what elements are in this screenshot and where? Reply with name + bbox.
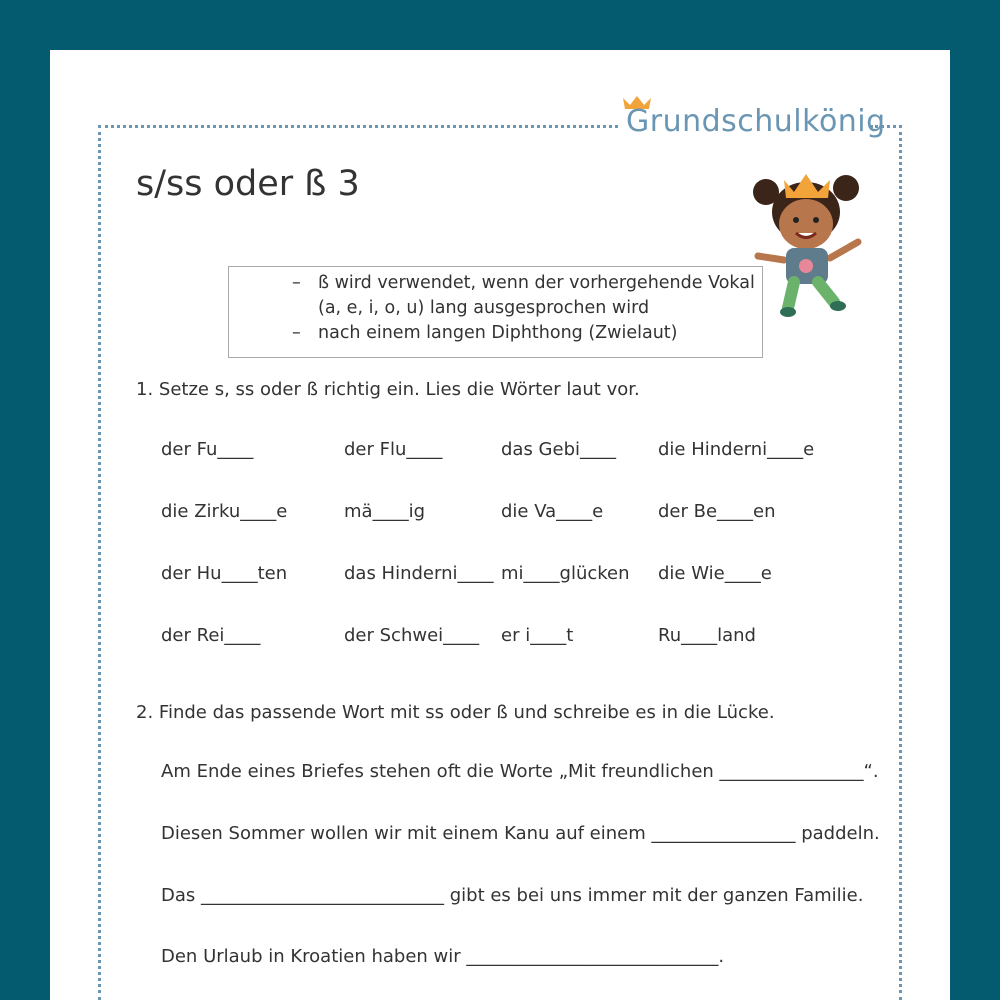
word-item: das Gebi____ [501, 439, 617, 460]
task2-instruction: 2. Finde das passende Wort mit ss oder ß und schreibe es in die Lücke. [136, 702, 775, 723]
rule-bullet: – [292, 273, 301, 293]
word-item: die Hinderni____e [658, 439, 815, 460]
word-item: der Rei____ [161, 625, 261, 646]
dotted-border-right [899, 125, 902, 1000]
task1-instruction: 1. Setze s, ss oder ß richtig ein. Lies die Wörter laut vor. [136, 379, 640, 400]
word-item: Ru____land [658, 625, 756, 646]
rule-line-1: ß wird verwendet, wenn der vorhergehende Vokal [318, 273, 755, 293]
sentence-gap-4: Den Urlaub in Kroatien haben wir ____________________________. [161, 946, 725, 967]
word-item: mä____ig [344, 501, 425, 522]
sentence-gap-2: Diesen Sommer wollen wir mit einem Kanu auf einem ________________ paddeln. [161, 823, 880, 844]
word-item: der Fu____ [161, 439, 254, 460]
word-item: die Zirku____e [161, 501, 288, 522]
word-item: die Va____e [501, 501, 604, 522]
word-item: mi____glücken [501, 563, 630, 584]
word-item: er i____t [501, 625, 574, 646]
word-item: der Flu____ [344, 439, 443, 460]
word-item: der Be____en [658, 501, 776, 522]
word-item: der Schwei____ [344, 625, 480, 646]
dotted-border-top [98, 125, 618, 128]
brand-logo: Grundschulkönig [626, 104, 886, 139]
word-item: der Hu____ten [161, 563, 288, 584]
word-item: die Wie____e [658, 563, 772, 584]
page-title: s/ss oder ß 3 [136, 164, 360, 204]
sentence-gap-1: Am Ende eines Briefes stehen oft die Worte „Mit freundlichen ________________“. [161, 761, 879, 782]
rule-line-3: nach einem langen Diphthong (Zwielaut) [318, 323, 678, 343]
girl-with-crown-illustration [748, 162, 868, 322]
dotted-border-left [98, 125, 101, 1000]
rule-line-2: (a, e, i, o, u) lang ausgesprochen wird [318, 298, 650, 318]
word-item: das Hinderni____ [344, 563, 494, 584]
sentence-gap-3: Das ___________________________ gibt es bei uns immer mit der ganzen Familie. [161, 885, 864, 906]
rule-bullet: – [292, 323, 301, 343]
